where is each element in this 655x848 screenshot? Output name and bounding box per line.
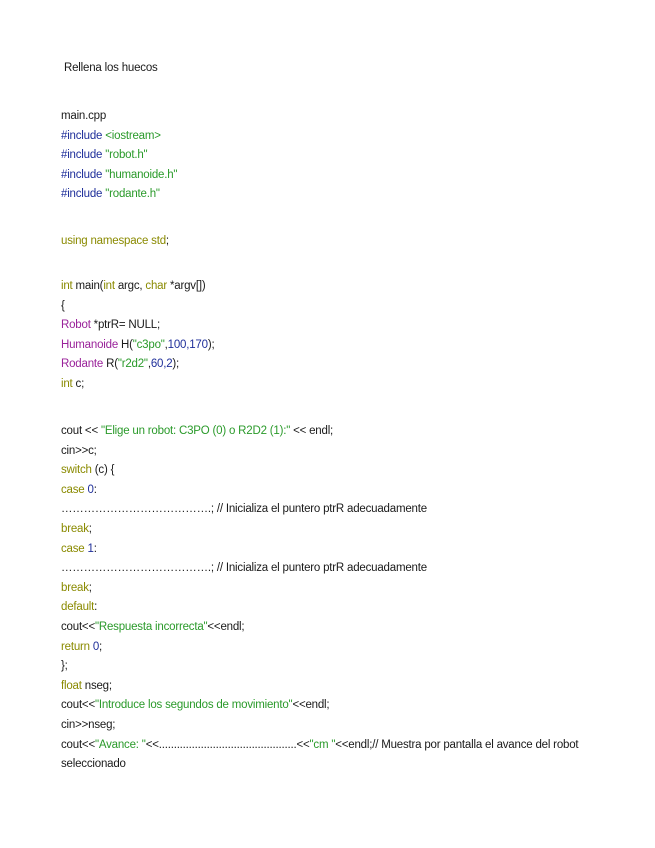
cout-avance-line: cout<<"Avance: "<<..............................................<<"cm "<<endl;// Muestra por pantalla el avance del robot seleccionado <box>61 738 579 771</box>
cout-line: cout<<"Introduce los segundos de movimiento"<<endl; <box>61 699 330 712</box>
filename-line: main.cpp <box>61 110 107 122</box>
break-line: break; <box>61 581 92 594</box>
using-block <box>61 232 621 252</box>
document-title: Rellena los huecos <box>64 62 158 74</box>
robot-decl: Robot *ptrR= NULL; <box>61 319 160 332</box>
float-decl: float nseg; <box>61 679 112 692</box>
include-line: #include "rodante.h" <box>61 188 160 201</box>
include-line: #include "humanoide.h" <box>61 168 178 181</box>
blank-fill-0: ………………………………….; // Inicializa el puntero ptrR adecuadamente <box>61 503 427 516</box>
break-line: break; <box>61 522 92 535</box>
open-brace: { <box>61 299 65 312</box>
code-block-header <box>61 107 621 205</box>
case-1-line: case 1: <box>61 542 97 555</box>
return-line: return 0; <box>61 640 103 653</box>
main-decl-block <box>61 277 621 395</box>
humanoide-decl: Humanoide H("c3po",100,170); <box>61 338 215 351</box>
close-switch: }; <box>61 660 68 673</box>
main-body-block <box>61 422 621 775</box>
cin-line: cin>>c; <box>61 444 97 457</box>
int-decl: int c; <box>61 377 85 390</box>
default-line: default: <box>61 601 98 614</box>
rodante-decl: Rodante R("r2d2",60,2); <box>61 358 180 371</box>
switch-line: switch (c) { <box>61 464 115 477</box>
cout-line: cout<<"Respuesta incorrecta"<<endl; <box>61 620 245 633</box>
include-line: #include <iostream> <box>61 129 161 142</box>
cin-line: cin>>nseg; <box>61 718 116 731</box>
blank-fill-1: ………………………………….; // Inicializa el puntero ptrR adecuadamente <box>61 562 427 575</box>
cout-line: cout << "Elige un robot: C3PO (0) o R2D2 (1):" << endl; <box>61 425 334 437</box>
case-0-line: case 0: <box>61 483 97 496</box>
include-line: #include "robot.h" <box>61 149 148 162</box>
using-line: using namespace std; <box>61 235 169 247</box>
main-signature: int main(int argc, char *argv[]) <box>61 280 206 292</box>
